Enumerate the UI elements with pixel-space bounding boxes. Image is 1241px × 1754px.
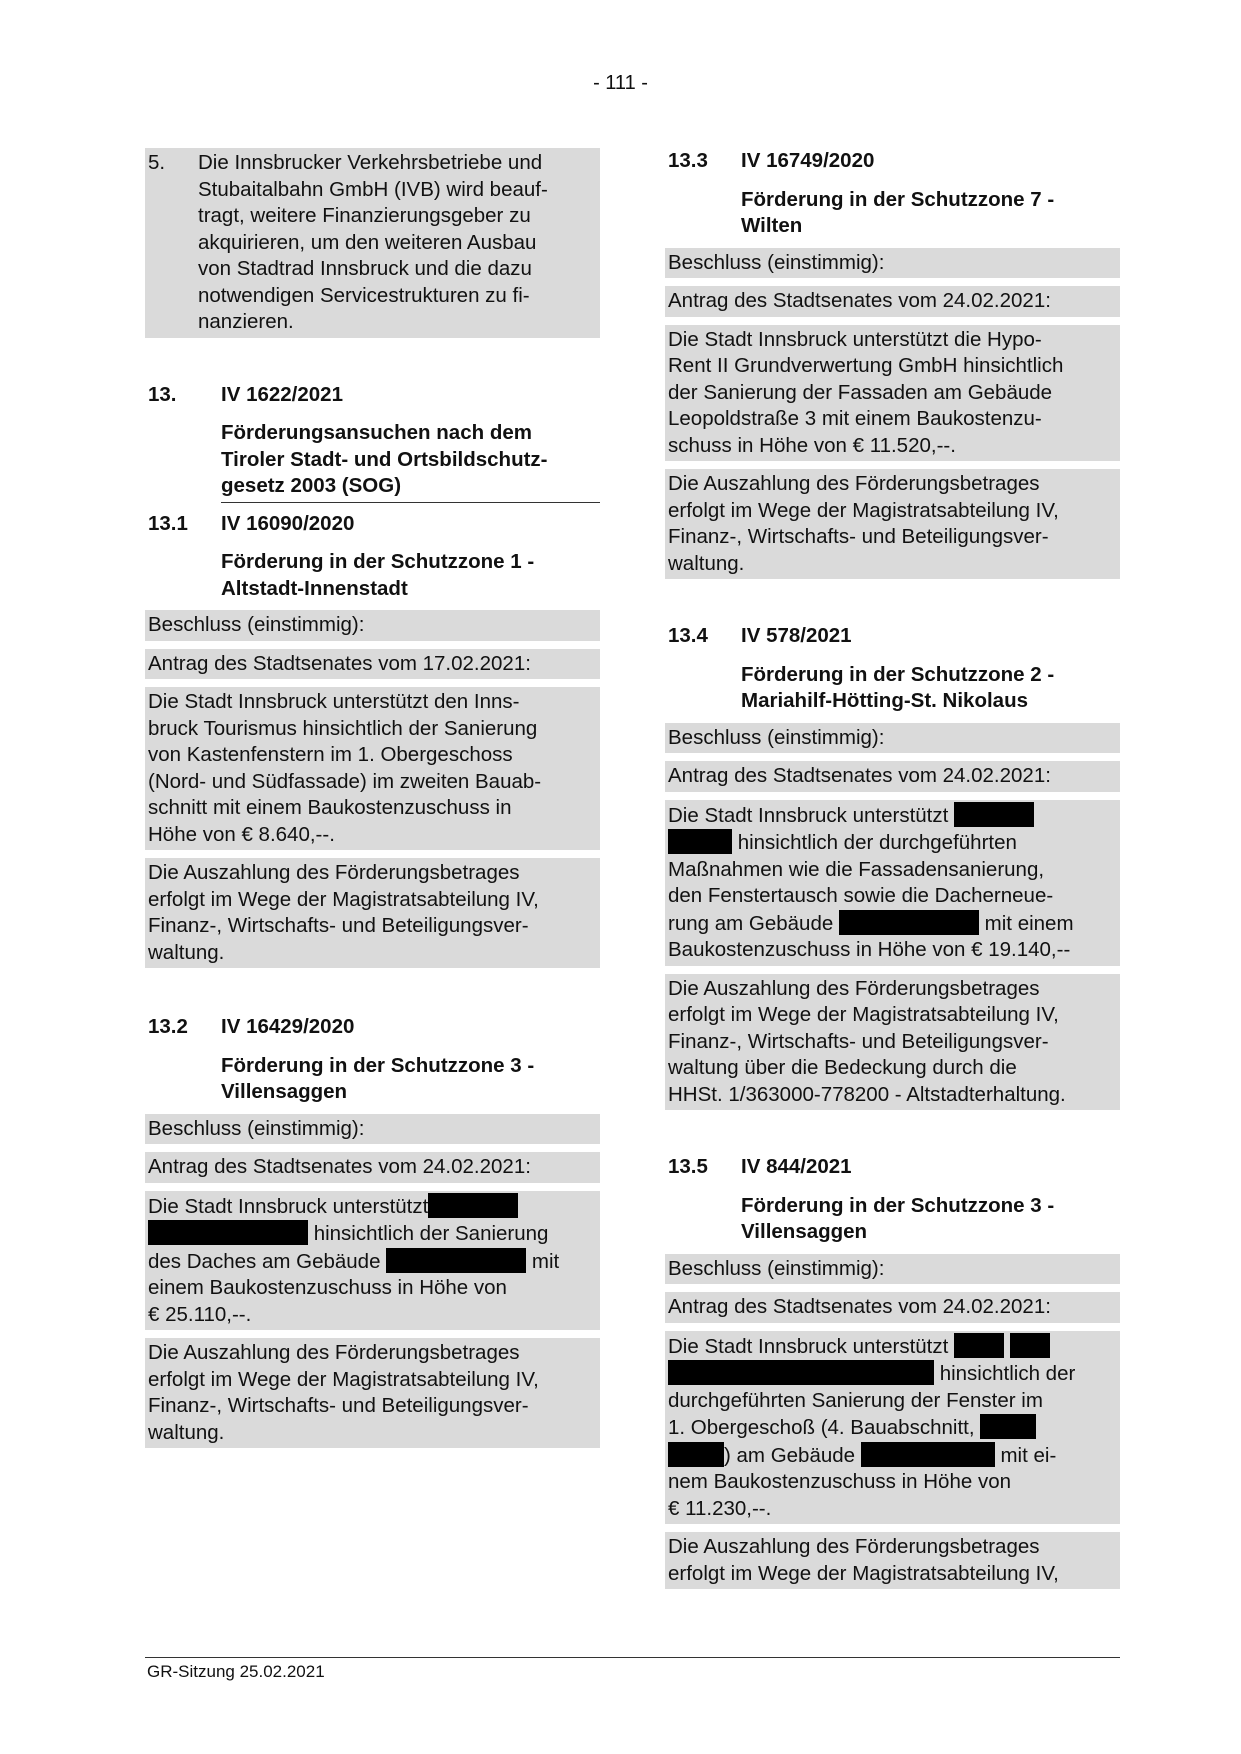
redaction-bar xyxy=(954,1333,1004,1358)
text-segment: rung am Gebäude xyxy=(668,911,834,935)
text-line: von Kastenfenstern im 1. Obergeschoss xyxy=(148,743,513,766)
text-line: tragt, weitere Finanzierungsgeber zu xyxy=(198,204,531,227)
redaction-bar xyxy=(668,1442,724,1467)
beschluss-label: Beschluss (einstimmig): xyxy=(665,1254,1120,1285)
list-number: 5. xyxy=(148,151,166,174)
payout-text xyxy=(665,974,1120,1111)
section-ref: IV 16749/2020 xyxy=(741,149,875,172)
section-ref: IV 16429/2020 xyxy=(221,1015,355,1038)
antrag-label: Antrag des Stadtsenates vom 24.02.2021: xyxy=(145,1152,600,1183)
text-line: waltung. xyxy=(148,1420,225,1444)
text-line: Höhe von € 8.640,--. xyxy=(148,822,335,846)
section-number: 13.1 xyxy=(148,511,188,535)
text-line: der Sanierung der Fassaden am Gebäude xyxy=(668,380,1053,404)
title-line: gesetz 2003 (SOG) xyxy=(221,474,402,497)
title-line: Förderung in der Schutzzone 2 - xyxy=(741,662,1055,686)
text-line: erfolgt im Wege der Magistratsabteilung IV, xyxy=(148,887,539,911)
title-line: Förderung in der Schutzzone 1 - xyxy=(221,550,535,573)
text-line: Maßnahmen wie die Fassadensanierung, xyxy=(668,857,1045,881)
text-segment: hinsichtlich der durchgeführten xyxy=(737,831,1017,854)
title-line: Förderung in der Schutzzone 3 - xyxy=(221,1053,535,1077)
text-segment: mit einem xyxy=(984,911,1074,935)
text-segment: hinsichtlich der Sanierung xyxy=(313,1222,549,1245)
text-segment: mit ei- xyxy=(1000,1443,1057,1467)
text-line: (Nord- und Südfassade) im zweiten Bauab- xyxy=(148,769,542,793)
text-segment: 1. Obergeschoß (4. Bauabschnitt, xyxy=(668,1416,975,1439)
title-line: Tiroler Stadt- und Ortsbildschutz- xyxy=(221,447,548,471)
beschluss-label: Beschluss (einstimmig): xyxy=(145,610,600,641)
text-line: nanzieren. xyxy=(198,310,294,333)
antrag-label: Antrag des Stadtsenates vom 24.02.2021: xyxy=(665,1292,1120,1323)
decision-text xyxy=(145,1191,600,1331)
text-line: den Fenstertausch sowie die Dacherneue- xyxy=(668,884,1054,907)
redaction-bar xyxy=(428,1193,518,1218)
text-segment: des Daches am Gebäude xyxy=(148,1249,381,1273)
section-ref: IV 844/2021 xyxy=(741,1155,852,1178)
redaction-bar xyxy=(1010,1333,1050,1358)
section-number: 13.5 xyxy=(668,1155,708,1178)
text-line: Finanz-, Wirtschafts- und Beteiligungsver- xyxy=(148,1394,529,1417)
title-line: Altstadt-Innenstadt xyxy=(221,576,408,600)
section-number: 13. xyxy=(148,382,177,406)
text-line: Leopoldstraße 3 mit einem Baukostenzu- xyxy=(668,407,1042,430)
redaction-bar xyxy=(954,802,1034,827)
section-title xyxy=(741,1181,1120,1246)
title-line: Villensaggen xyxy=(741,1220,868,1243)
section-13-4-heading xyxy=(665,623,1120,715)
section-number: 13.3 xyxy=(668,149,708,172)
text-segment: Die Stadt Innsbruck unterstützt xyxy=(148,1194,429,1218)
text-line: schnitt mit einem Baukostenzuschuss in xyxy=(148,796,512,819)
decision-text xyxy=(145,687,600,850)
section-title xyxy=(741,650,1120,715)
text-line: Finanz-, Wirtschafts- und Beteiligungsver- xyxy=(668,525,1049,548)
redaction-bar xyxy=(386,1248,526,1273)
decision-text xyxy=(665,1331,1120,1525)
text-line: € 11.230,--. xyxy=(668,1496,772,1520)
redaction-bar xyxy=(148,1220,308,1245)
page-number: - 111 - xyxy=(593,72,648,94)
section-13-heading xyxy=(145,382,600,503)
footer-divider xyxy=(145,1657,1120,1658)
text-line: erfolgt im Wege der Magistratsabteilung IV, xyxy=(668,498,1059,522)
redaction-bar xyxy=(861,1442,995,1467)
section-ref: IV 1622/2021 xyxy=(221,382,343,406)
section-ref: IV 16090/2020 xyxy=(221,511,355,535)
list-item-5 xyxy=(145,148,600,338)
beschluss-label: Beschluss (einstimmig): xyxy=(145,1114,600,1145)
text-line: Die Auszahlung des Förderungsbetrages xyxy=(148,861,520,884)
section-title xyxy=(221,408,600,503)
section-13-2-heading xyxy=(145,1014,600,1106)
payout-text xyxy=(665,469,1120,579)
text-line: von Stadtrad Innsbruck und die dazu xyxy=(198,257,532,280)
footer-text: GR-Sitzung 25.02.2021 xyxy=(147,1662,325,1681)
text-line: € 25.110,--. xyxy=(148,1302,252,1326)
text-line: Die Auszahlung des Förderungsbetrages xyxy=(668,1535,1040,1558)
text-line: Die Auszahlung des Förderungsbetrages xyxy=(148,1341,520,1364)
text-line: notwendigen Servicestrukturen zu fi- xyxy=(198,283,530,307)
beschluss-label: Beschluss (einstimmig): xyxy=(665,723,1120,754)
text-line: einem Baukostenzuschuss in Höhe von xyxy=(148,1276,507,1299)
redaction-bar xyxy=(668,829,732,854)
title-line: Förderung in der Schutzzone 7 - xyxy=(741,187,1055,211)
text-segment: Die Stadt Innsbruck unterstützt xyxy=(668,1334,949,1358)
text-segment: mit xyxy=(531,1249,560,1273)
redaction-bar xyxy=(668,1360,934,1385)
beschluss-label: Beschluss (einstimmig): xyxy=(665,248,1120,279)
section-number: 13.4 xyxy=(668,624,708,647)
text-segment: Die Stadt Innsbruck unterstützt xyxy=(668,803,949,827)
text-segment: ) am Gebäude xyxy=(724,1443,856,1467)
antrag-label: Antrag des Stadtsenates vom 17.02.2021: xyxy=(145,649,600,680)
text-line: Rent II Grundverwertung GmbH hinsichtlich xyxy=(668,354,1064,377)
text-line: Stubaitalbahn GmbH (IVB) wird beauf- xyxy=(198,177,548,201)
text-line: erfolgt im Wege der Magistratsabteilung IV, xyxy=(148,1367,539,1391)
text-line: Die Stadt Innsbruck unterstützt den Inns- xyxy=(148,690,520,713)
text-line: akquirieren, um den weiteren Ausbau xyxy=(198,230,537,254)
title-line: Mariahilf-Hötting-St. Nikolaus xyxy=(741,689,1028,712)
text-line: schuss in Höhe von € 11.520,--. xyxy=(668,433,956,457)
text-line: Die Auszahlung des Förderungsbetrages xyxy=(668,472,1040,495)
section-ref: IV 578/2021 xyxy=(741,624,852,647)
text-line: waltung über die Bedeckung durch die xyxy=(668,1056,1017,1079)
title-line: Förderung in der Schutzzone 3 - xyxy=(741,1193,1055,1217)
title-line: Förderungsansuchen nach dem xyxy=(221,421,532,444)
section-13-3-heading xyxy=(665,148,1120,240)
text-line: Finanz-, Wirtschafts- und Beteiligungsver- xyxy=(148,914,529,937)
decision-text xyxy=(665,800,1120,966)
title-line: Wilten xyxy=(741,214,803,237)
text-line: Die Innsbrucker Verkehrsbetriebe und xyxy=(198,151,543,174)
text-line: nem Baukostenzuschuss in Höhe von xyxy=(668,1470,1012,1493)
text-line: Finanz-, Wirtschafts- und Beteiligungsver- xyxy=(668,1029,1049,1053)
redaction-bar xyxy=(839,910,979,935)
payout-text xyxy=(665,1532,1120,1589)
list-text xyxy=(198,150,548,336)
text-line: waltung. xyxy=(668,551,745,575)
text-line: erfolgt im Wege der Magistratsabteilung IV, xyxy=(668,1003,1059,1026)
section-title xyxy=(221,1041,600,1106)
redaction-bar xyxy=(980,1414,1036,1439)
payout-text xyxy=(145,858,600,968)
text-line: HHSt. 1/363000-778200 - Altstadterhaltung. xyxy=(668,1082,1066,1106)
payout-text xyxy=(145,1338,600,1448)
text-segment: hinsichtlich der xyxy=(939,1362,1076,1385)
section-title xyxy=(221,537,600,602)
title-line: Villensaggen xyxy=(221,1080,348,1103)
right-column xyxy=(665,148,1120,1597)
text-line: erfolgt im Wege der Magistratsabteilung IV, xyxy=(668,1561,1059,1585)
text-line: waltung. xyxy=(148,940,225,964)
section-number: 13.2 xyxy=(148,1015,188,1038)
left-column xyxy=(145,148,600,1456)
text-line: Die Stadt Innsbruck unterstützt die Hypo- xyxy=(668,327,1042,351)
text-line: Baukostenzuschuss in Höhe von € 19.140,-- xyxy=(668,938,1071,961)
antrag-label: Antrag des Stadtsenates vom 24.02.2021: xyxy=(665,761,1120,792)
section-13-5-heading xyxy=(665,1154,1120,1246)
text-line: Die Auszahlung des Förderungsbetrages xyxy=(668,976,1040,1000)
decision-text xyxy=(665,325,1120,462)
section-title xyxy=(741,175,1120,240)
antrag-label: Antrag des Stadtsenates vom 24.02.2021: xyxy=(665,286,1120,317)
text-line: durchgeführten Sanierung der Fenster im xyxy=(668,1388,1043,1412)
section-13-1-heading xyxy=(145,511,600,603)
text-line: bruck Tourismus hinsichtlich der Sanierung xyxy=(148,716,538,740)
